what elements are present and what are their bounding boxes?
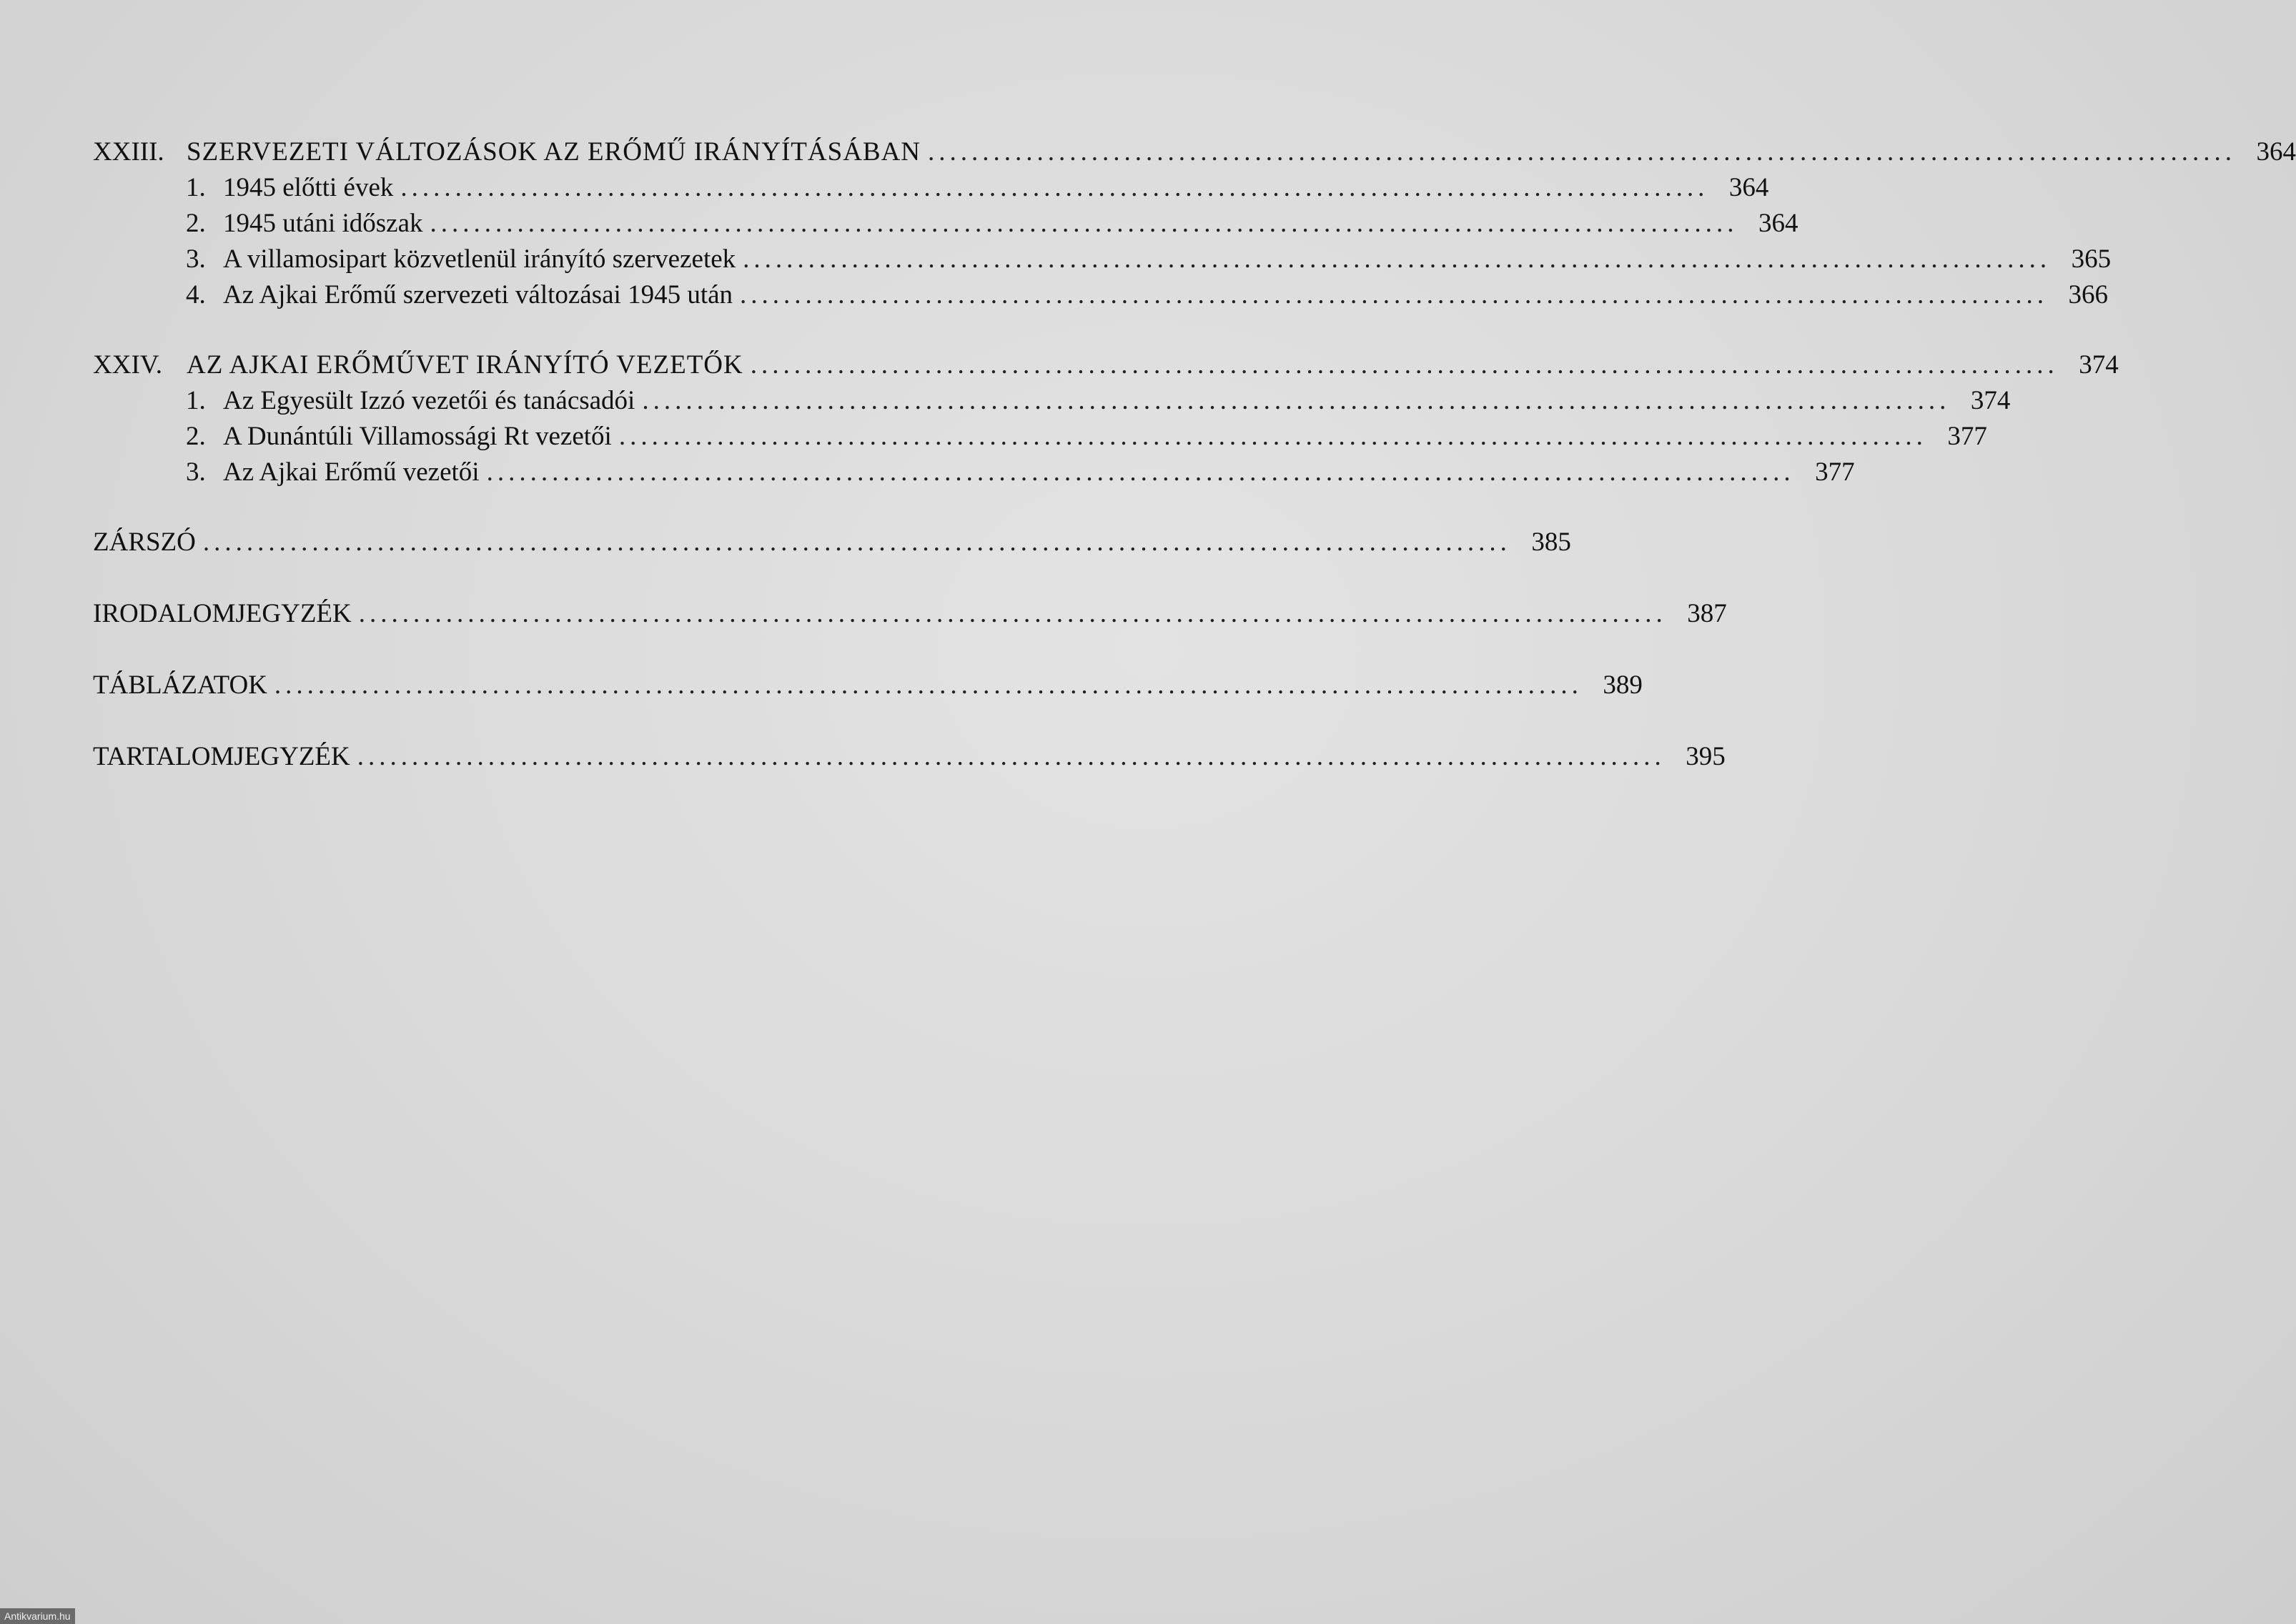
spacer (93, 490, 1145, 525)
chapter-number: XXIII. (93, 137, 164, 167)
chapter-number: XXIV. (93, 350, 162, 380)
toc-item (93, 419, 1987, 455)
toc-item (93, 206, 1798, 242)
dot-leader: ........................................................................................................................ (740, 280, 2049, 310)
page-number: 377 (1947, 422, 1987, 451)
item-title: A Dunántúli Villamossági Rt vezetői (223, 422, 612, 451)
toc-item (93, 455, 1855, 490)
page-number: 364 (2256, 137, 2296, 167)
item-number: 1. (186, 386, 206, 415)
item-title: A villamosipart közvetlenül irányító szervezetek (223, 244, 736, 274)
toc-item (93, 242, 2112, 277)
page-number: 377 (1815, 457, 1855, 487)
toc-zarszo (93, 525, 1571, 560)
item-number: 3. (186, 244, 206, 274)
page-number: 364 (1728, 173, 1769, 202)
dot-leader: ........................................................................................................................ (486, 457, 1795, 487)
item-number: 3. (186, 457, 206, 487)
toc-item (93, 277, 2109, 313)
item-number: 2. (186, 422, 206, 451)
page-number: 374 (1970, 386, 2011, 415)
spacer (93, 632, 1145, 668)
chapter-title: AZ AJKAI ERŐMŰVET IRÁNYÍTÓ VEZETŐK (187, 350, 743, 380)
item-number: 4. (186, 280, 206, 310)
toc-tartalomjegyzek (93, 739, 1726, 775)
item-title: Az Ajkai Erőmű vezetői (223, 457, 480, 487)
toc-irodalomjegyzek (93, 596, 1727, 632)
watermark-logo: Antikvarium.hu (0, 1608, 75, 1624)
toc-chapter-24 (93, 347, 2119, 383)
item-title: Az Egyesült Izzó vezetői és tanácsadói (223, 386, 635, 415)
toc-item (93, 170, 1769, 206)
section-title: IRODALOMJEGYZÉK (93, 599, 352, 628)
page-number: 366 (2068, 280, 2109, 310)
toc-tablazatok (93, 668, 1643, 703)
table-of-contents (93, 134, 2296, 775)
item-title: 1945 utáni időszak (223, 209, 423, 238)
page-number: 385 (1531, 528, 1571, 557)
page-number: 374 (2079, 350, 2119, 380)
dot-leader: ........................................................................................................................ (750, 350, 2059, 380)
page-number: 364 (1758, 209, 1798, 238)
dot-leader: ........................................................................................................................ (400, 173, 1709, 202)
dot-leader: ........................................................................................................................ (618, 422, 1927, 451)
spacer (93, 703, 1145, 739)
section-title: TÁBLÁZATOK (93, 670, 267, 700)
spacer (93, 313, 1145, 347)
page-number: 389 (1603, 670, 1643, 700)
section-title: ZÁRSZÓ (93, 528, 196, 557)
dot-leader: ........................................................................................................................ (357, 742, 1666, 771)
item-number: 1. (186, 173, 206, 202)
item-number: 2. (186, 209, 206, 238)
page-number: 395 (1686, 742, 1726, 771)
toc-chapter-23 (93, 134, 2296, 170)
dot-leader: ........................................................................................................................ (202, 528, 1511, 557)
section-title: TARTALOMJEGYZÉK (93, 742, 350, 771)
dot-leader: ........................................................................................................................ (430, 209, 1738, 238)
spacer (93, 560, 1145, 596)
item-title: 1945 előtti évek (223, 173, 394, 202)
page-number: 387 (1687, 599, 1727, 628)
dot-leader: ........................................................................................................................ (928, 137, 2237, 167)
dot-leader: ........................................................................................................................ (358, 599, 1667, 628)
page-number: 365 (2071, 244, 2112, 274)
dot-leader: ........................................................................................................................ (274, 670, 1583, 700)
dot-leader: ........................................................................................................................ (642, 386, 1951, 415)
dot-leader: ........................................................................................................................ (743, 244, 2052, 274)
chapter-title: SZERVEZETI VÁLTOZÁSOK AZ ERŐMŰ IRÁNYÍTÁSÁBAN (187, 137, 921, 167)
toc-item (93, 383, 2011, 419)
item-title: Az Ajkai Erőmű szervezeti változásai 1945 után (223, 280, 733, 310)
